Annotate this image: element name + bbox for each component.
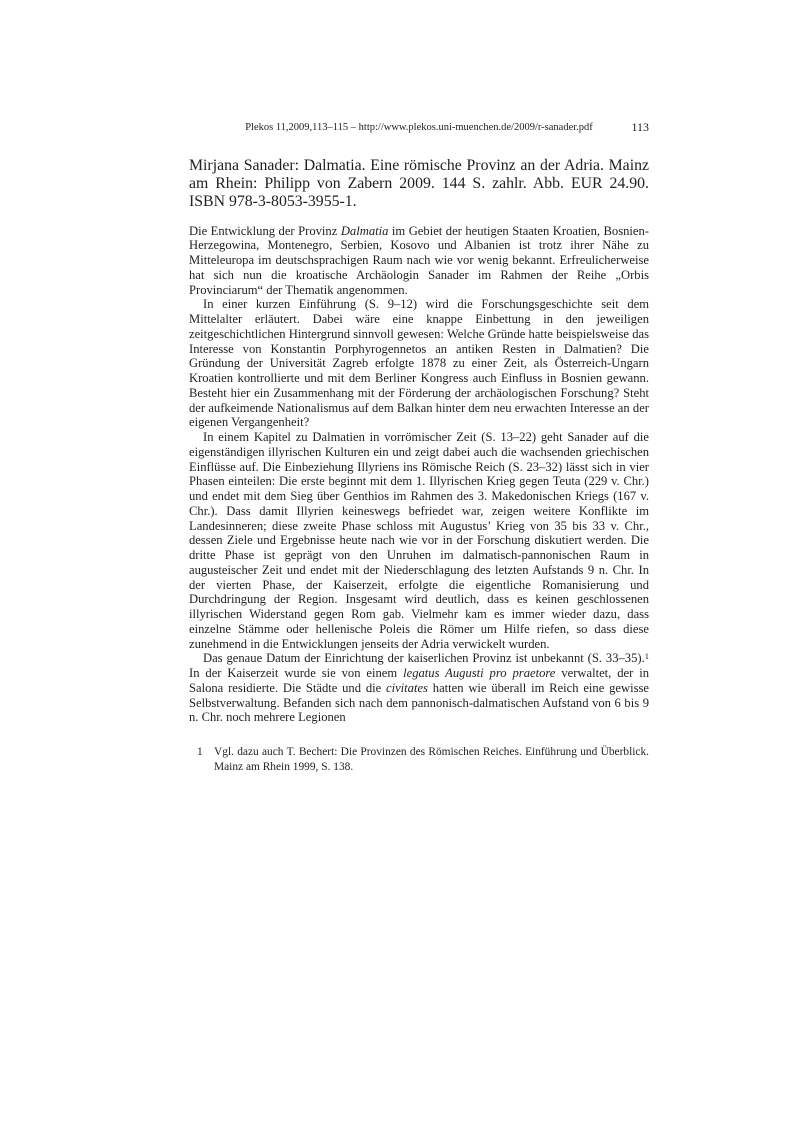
footnote bbox=[189, 745, 649, 775]
text-run: verwaltet, der in Salona residierte. Die Städte und die bbox=[189, 666, 650, 695]
text-run: In der Kaiserzeit wurde sie von einem bbox=[189, 666, 404, 681]
paragraph bbox=[189, 430, 649, 651]
text-run: im Gebiet der heutigen Staaten Kroatien, Bosnien-Herzegowina, Montenegro, Serbien, Kosovo und Albanien ist trotz ihrer Nähe zu Mitteleuropa im deutschsprachigen Raum nach wie vor wenig bekannt. Erfreulicherweise hat sich nun die kroatische Archäologin Sanader im Rahmen der Reihe „Orbis Provinciarum“ der Thematik angenommen. bbox=[189, 223, 649, 297]
text-run: Das genaue Datum der Einrichtung der kaiserlichen Provinz ist unbekannt (S. 33–35). bbox=[203, 651, 645, 666]
paragraph bbox=[189, 651, 649, 725]
text-run: In einer kurzen Einführung (S. 9–12) wird die Forschungsgeschichte seit dem Mittelalter erläutert. Dabei wäre eine knappe Einbettung in den jeweiligen zeitgeschichtlichen Hintergrund sinnvoll gewesen: Welche Gründe hatte beispielsweise das Interesse von Konstantin Porphyrogennetos an antiken Resten in Dalmatien? Die Gründung der Universität Zagreb erfolgte 1878 zu einer Zeit, als Österreich-Ungarn Kroatien kontrollierte und mit dem Berliner Kongress auch Einfluss in Bosnien gewann. Besteht hier ein Zusammenhang mit der Förderung der archäologischen Forschung? Steht der aufkeimende Nationalismus auf dem Balkan hinter dem neu erwachten Interesse an der eigenen Vergangenheit? bbox=[189, 297, 649, 430]
text-run: Die Entwicklung der Provinz bbox=[189, 223, 341, 238]
text-run: hatten wie überall im Reich eine gewisse Selbstverwaltung. Befanden sich nach dem pannonisch-dalmatischen Aufstand von 6 bis 9 n. Chr. noch mehrere Legionen bbox=[189, 680, 649, 725]
review-title: Mirjana Sanader: Dalmatia. Eine römische Provinz an der Adria. Mainz am Rhein: Philipp von Zabern 2009. 144 S. zahlr. Abb. EUR 24.90. ISBN 978-3-8053-3955-1. bbox=[189, 157, 649, 210]
footnote-text: Vgl. dazu auch T. Bechert: Die Provinzen des Römischen Reiches. Einführung und Überblick. Mainz am Rhein 1999, S. 138. bbox=[214, 746, 649, 774]
page-content bbox=[189, 121, 649, 776]
running-head-text: Plekos 11,2009,113–115 – http://www.plekos.uni-muenchen.de/2009/r-sanader.pdf bbox=[245, 122, 593, 133]
footnote-number: 1 bbox=[197, 746, 203, 759]
text-run: legatus Augusti pro praetore bbox=[403, 666, 556, 681]
running-header bbox=[189, 121, 649, 134]
footnote-marker: 1 bbox=[644, 650, 649, 661]
paragraph bbox=[189, 297, 649, 430]
page-number: 113 bbox=[631, 120, 649, 134]
paragraph bbox=[189, 224, 649, 298]
review-body bbox=[189, 224, 649, 726]
text-run: civitates bbox=[386, 680, 428, 695]
text-run: In einem Kapitel zu Dalmatien in vorrömischer Zeit (S. 13–22) geht Sanader auf die eigenständigen illyrischen Kulturen ein und zeigt dabei auch die wachsenden griechischen Einflüsse auf. Die Einbeziehung Illyriens ins Römische Reich (S. 23–32) lässt sich in vier Phasen einteilen: Die erste beginnt mit dem 1. Illyrischen Krieg gegen Teuta (229 v. Chr.) und endet mit dem Sieg über Genthios im Rahmen des 3. Makedonischen Kriegs (167 v. Chr.). Dass damit Illyrien keineswegs befriedet war, zeigen weitere Konflikte im Landesinneren; diese zweite Phase schloss mit Augustus’ Krieg von 35 bis 33 v. Chr., dessen Ziele und Ergebnisse heute nach wie vor in der Forschung diskutiert werden. Die dritte Phase ist geprägt von den Unruhen im dalmatisch-pannonischen Raum in augusteischer Zeit und endet mit der Niederschlagung des letzten Aufstands 9 n. Chr. In der vierten Phase, der Kaiserzeit, erfolgte die eigentliche Romanisierung und Durchdringung der Region. Insgesamt wird deutlich, dass es keinen geschlossenen illyrischen Widerstand gegen Rom gab. Vielmehr kam es immer wieder dazu, dass einzelne Stämme oder hellenische Poleis die Römer um Hilfe riefen, so dass diese zunehmend in die Entwicklungen jenseits der Adria verwickelt wurden. bbox=[189, 430, 649, 651]
text-run: Dalmatia bbox=[340, 223, 389, 238]
